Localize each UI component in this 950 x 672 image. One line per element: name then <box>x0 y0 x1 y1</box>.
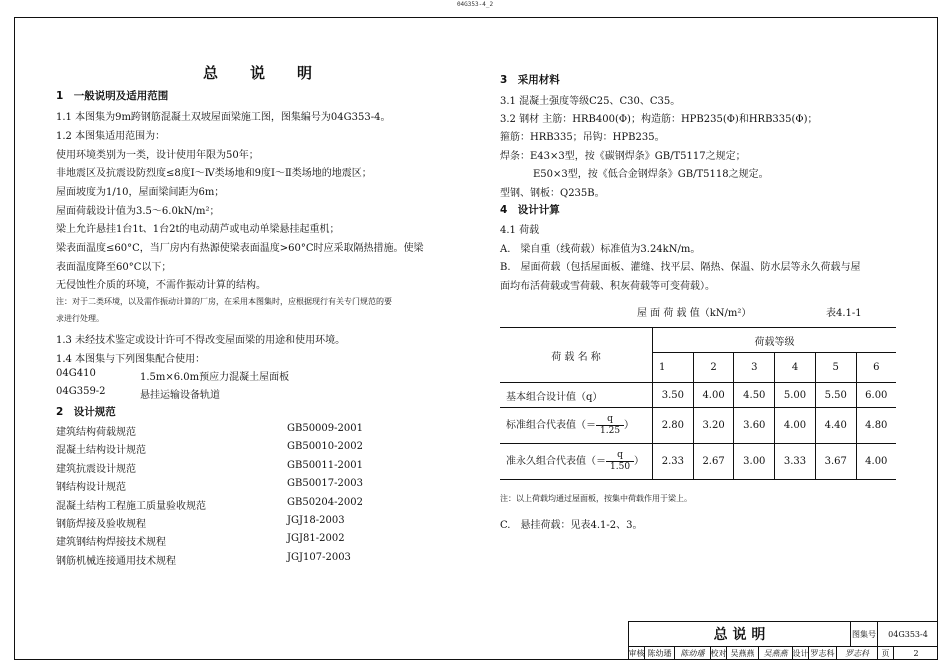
section-2-heading: 2 设计规范 <box>56 406 116 418</box>
page-number: 2 <box>913 649 919 658</box>
page-title: 总说明 <box>203 64 345 82</box>
ref-2-name: 悬挂运输设备轨道 <box>140 390 220 401</box>
table-cell: 3.00 <box>734 444 775 480</box>
table-cell: 4.00 <box>693 383 734 408</box>
row-basic-label: 基本组合设计值（q） <box>500 383 653 408</box>
code-number: JGJ18-2003 <box>287 515 345 526</box>
table-cell: 5.00 <box>775 383 816 408</box>
row-quasi-permanent-label <box>500 444 653 480</box>
atlas-number: 04G353-4 <box>878 622 938 647</box>
ref-1-name: 1.5m×6.0m预应力混凝土屋面板 <box>140 372 290 383</box>
code-name: 钢结构设计规范 <box>56 482 126 493</box>
page-label: 页 <box>878 647 894 660</box>
check-name: 吴燕燕 <box>727 647 759 660</box>
ref-2-code: 04G359-2 <box>56 386 106 397</box>
code-name: 钢筋机械连接通用技术规程 <box>56 556 176 567</box>
review-name: 陈幼璠 <box>645 647 675 660</box>
grade-header: 6 <box>856 353 896 383</box>
clause-4-1-b-cont: 面均布活荷载或雪荷载、积灰荷载等可变荷载）。 <box>500 281 715 292</box>
fraction-denominator: 1.25 <box>600 426 621 436</box>
code-name: 混凝土结构工程施工质量验收规范 <box>56 501 206 512</box>
check-signature: 吴燕燕 <box>759 647 793 660</box>
grade-header: 1 <box>653 353 694 383</box>
scope-load: 屋面荷载设计值为3.5～6.0kN/m²； <box>56 206 220 217</box>
clause-4-1: 4.1 荷载 <box>500 225 540 236</box>
scope-environment: 使用环境类别为一类，设计使用年限为50年； <box>56 150 259 161</box>
fraction-numerator: q <box>596 414 624 426</box>
table-cell: 3.33 <box>775 444 816 480</box>
row-quasi-label-pre: 准永久组合代表值（＝ <box>506 456 606 467</box>
grade-header: 5 <box>815 353 856 383</box>
title-block-title: 总 说 明 <box>629 622 851 647</box>
row-standard-label-post: ） <box>624 420 635 431</box>
scope-slope: 屋面坡度为1/10，屋面梁间距为6m； <box>56 187 225 198</box>
clause-1-1: 1.1 本图集为9m跨钢筋混凝土双坡屋面梁施工图，图集编号为04G353-4。 <box>56 112 391 123</box>
table-cell: 2.80 <box>653 408 694 444</box>
code-number: GB50010-2002 <box>287 441 363 452</box>
fraction <box>606 450 634 473</box>
clause-3-2-electrode-e50: E50×3型，按《低合金钢焊条》GB/T5118之规定。 <box>533 169 769 180</box>
table-cell: 6.00 <box>856 383 896 408</box>
review-label: 审核 <box>628 649 645 658</box>
drawing-code-top: 04G353-4_2 <box>456 1 494 8</box>
code-number: JGJ81-2002 <box>287 533 345 544</box>
scope-temperature-cont: 表面温度降至60°C以下； <box>56 262 172 273</box>
code-name: 建筑钢结构焊接技术规程 <box>56 537 166 548</box>
table-cell: 3.60 <box>734 408 775 444</box>
code-name: 建筑抗震设计规范 <box>56 464 136 475</box>
table-cell: 5.50 <box>815 383 856 408</box>
code-name: 建筑结构荷载规范 <box>56 427 136 438</box>
atlas-label: 图集号 <box>851 622 878 647</box>
ref-1-code: 04G410 <box>56 368 96 379</box>
clause-3-2-stirrup: 箍筋：HRB335；吊钩：HPB235。 <box>500 132 665 143</box>
table-cell: 3.20 <box>693 408 734 444</box>
clause-3-2: 3.2 钢材 主筋：HRB400(Φ)；构造筋：HPB235(Φ)和HRB335(Φ)； <box>500 114 818 125</box>
title-block <box>628 621 937 659</box>
design-signature: 罗志科 <box>837 647 878 660</box>
clause-4-1-a: A. 梁自重（线荷载）标准值为3.24kN/m。 <box>500 244 701 255</box>
fraction-numerator: q <box>606 450 634 462</box>
check-label: 校对 <box>710 649 727 658</box>
table-cell: 4.40 <box>815 408 856 444</box>
code-number: GB50017-2003 <box>287 478 363 489</box>
table-cell: 4.80 <box>856 408 896 444</box>
scope-medium: 无侵蚀性介质的环境，不需作振动计算的结构。 <box>56 280 266 291</box>
section-1-heading: 1 一般说明及适用范围 <box>56 90 169 102</box>
clause-4-1-c: C. 悬挂荷载：见表4.1-2、3。 <box>500 520 643 531</box>
table-head-item: 荷 载 名 称 <box>500 328 653 383</box>
code-name: 混凝土结构设计规范 <box>56 445 146 456</box>
code-number: GB50011-2001 <box>287 460 363 471</box>
table-cell: 3.50 <box>653 383 694 408</box>
scope-temperature: 梁表面温度≤60°C，当厂房内有热源使梁表面温度>60°C时应采取隔热措施。使梁 <box>56 243 424 254</box>
table-cell: 3.67 <box>815 444 856 480</box>
row-quasi-label-post: ） <box>634 456 645 467</box>
grade-header: 4 <box>775 353 816 383</box>
roof-load-table <box>500 327 896 480</box>
note-1-line-2: 求进行处理。 <box>56 314 104 323</box>
design-label: 设计 <box>792 649 809 658</box>
design-name: 罗志科 <box>809 647 837 660</box>
row-standard-label <box>500 408 653 444</box>
table-head-grade: 荷载等级 <box>653 328 897 353</box>
table-cell: 4.00 <box>856 444 896 480</box>
fraction-denominator: 1.50 <box>610 462 631 472</box>
clause-1-2: 1.2 本图集适用范围为： <box>56 131 166 142</box>
code-name: 钢筋焊接及验收规程 <box>56 519 146 530</box>
clause-3-2-electrode-e43: 焊条：E43×3型，按《碳钢焊条》GB/T5117之规定； <box>500 151 746 162</box>
scope-seismic: 非地震区及抗震设防烈度≤8度Ⅰ～Ⅳ类场地和9度Ⅰ～Ⅱ类场地的地震区； <box>56 168 372 179</box>
table-cell: 2.33 <box>653 444 694 480</box>
section-4-heading: 4 设计计算 <box>500 204 560 216</box>
section-3-heading: 3 采用材料 <box>500 74 560 86</box>
fraction <box>596 414 624 437</box>
grade-header: 3 <box>734 353 775 383</box>
table-note: 注：以上荷载均通过屋面板，按集中荷载作用于梁上。 <box>500 494 692 503</box>
code-number: GB50204-2002 <box>287 497 363 508</box>
table-cell: 4.00 <box>775 408 816 444</box>
clause-1-3: 1.3 未经技术鉴定或设计许可不得改变屋面梁的用途和使用环境。 <box>56 335 346 346</box>
clause-3-1: 3.1 混凝土强度等级C25、C30、C35。 <box>500 96 681 107</box>
scope-hoist: 梁上允许悬挂1台1t、1台2t的电动葫芦或电动单梁悬挂起重机； <box>56 224 340 235</box>
code-number: GB50009-2001 <box>287 423 363 434</box>
clause-3-2-steel: 型钢、钢板：Q235B。 <box>500 188 605 199</box>
table-cell: 4.50 <box>734 383 775 408</box>
table-cell: 2.67 <box>693 444 734 480</box>
table-number: 表4.1-1 <box>826 308 862 319</box>
row-standard-label-pre: 标准组合代表值（＝ <box>506 420 596 431</box>
code-number: JGJ107-2003 <box>287 552 351 563</box>
note-1-line-1: 注：对于二类环境，以及需作振动计算的厂房，在采用本图集时，应根据现行有关专门规范的要 <box>56 297 392 306</box>
clause-1-4: 1.4 本图集与下列图集配合使用： <box>56 354 206 365</box>
grade-header: 2 <box>693 353 734 383</box>
table-caption: 屋 面 荷 载 值（kN/m²） <box>637 308 752 319</box>
review-signature: 陈幼璠 <box>675 647 711 660</box>
clause-4-1-b: B. 屋面荷载（包括屋面板、灌缝、找平层、隔热、保温、防水层等永久荷载与屋 <box>500 262 861 273</box>
